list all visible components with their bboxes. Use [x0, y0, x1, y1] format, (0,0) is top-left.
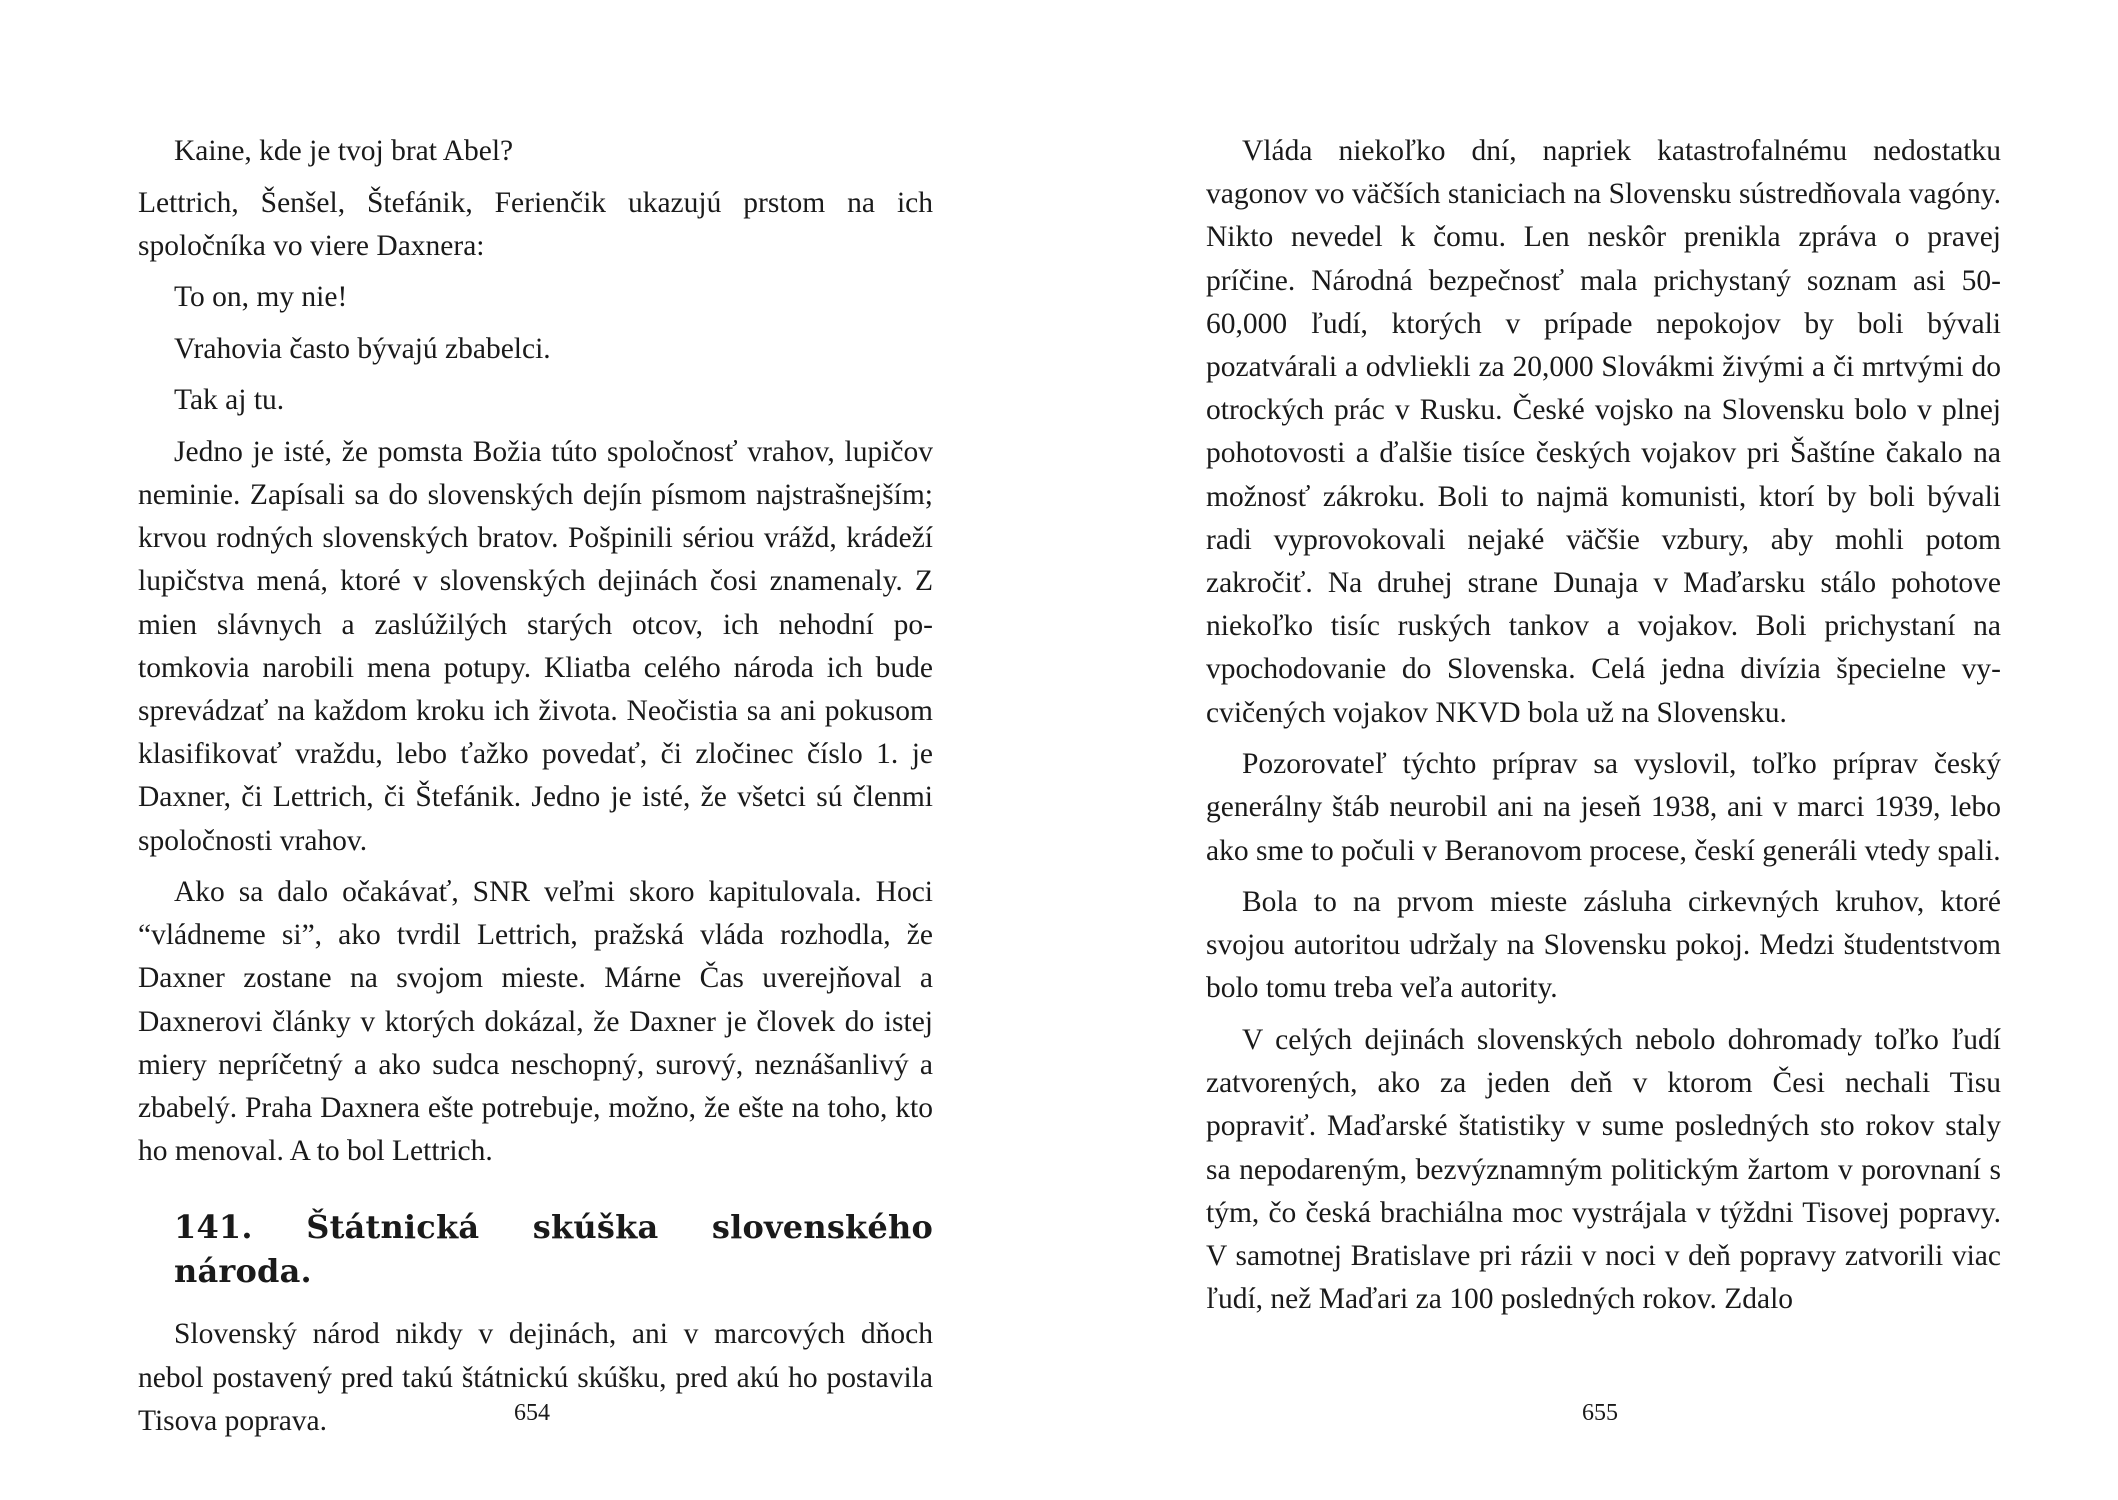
- page-number-right: 655: [1582, 1400, 1618, 1426]
- paragraph: To on, my nie!: [174, 281, 348, 314]
- paragraph: Bola to na prvom mieste zásluha cirkevných kruhov, ktoré svojou autoritou udržaly na Slovensku pokoj. Medzi študentstvom bolo tomu treba veľa autority.: [1206, 886, 2001, 1005]
- paragraph: V celých dejinách slovenských nebolo dohromady toľko ľudí zatvorených, ako za jeden deň v ktorom Česi nechali Tisu popraviť. Maďarské štatistiky v sume posledných sto rokov staly sa nepodareným, bezvýznamným politickým žartom v porovnaní s tým, čo česká brachiálna moc vystrájala v týždni Tisovej popravy. V samotnej Bratislave pri rázii v noci v deň popravy zatvorili viac ľudí, než Maďari za 100 posledných rokov. Zdalo: [1206, 1023, 2001, 1316]
- right-page: [1206, 130, 2001, 1460]
- paragraph: Pozorovateľ týchto príprav sa vyslovil, toľko príprav český generálny štáb neurobil ani na jeseň 1938, ani v marci 1939, lebo ako sme to počuli v Beranovom procese, českí generáli vtedy spali.: [1206, 748, 2001, 867]
- left-page-body: [138, 130, 933, 1443]
- paragraph: Vrahovia často bývajú zbabelci.: [174, 332, 551, 365]
- paragraph: Ako sa dalo očakávať, SNR veľmi skoro kapitulovala. Hoci “vládneme si”, ako tvrdil Lettrich, pražská vláda rozhodla, že Daxner zostane na svojom mieste. Márne Čas uverejňoval a Daxnerovi články v ktorých dokázal, že Daxner je človek do istej miery nepríčetný a ako sudca neschopný, surový, neznášanlivý a zbabelý. Praha Daxnera ešte potrebuje, možno, že ešte na toho, kto ho menoval. A to bol Lettrich.: [138, 876, 933, 1168]
- section-heading: 141. Štátnická skúška slovenského národa.: [174, 1208, 933, 1291]
- paragraph: Slovenský národ nikdy v dejinách, ani v marcových dňoch nebol postavený pred takú štátnickú skúšku, pred akú ho postavila Tisova poprava.: [138, 1318, 933, 1437]
- paragraph: Vláda niekoľko dní, napriek katastrofalnému nedostatku vagonov vo väčších staniciach na Slovensku sústredňovala vagóny. Nikto nevedel k čomu. Len neskôr prenikla zpráva o pravej príčine. Národná bezpečnosť mala prichystaný soznam asi 50-60,000 ľudí, ktorých v prípade nepokojov by boli bývali pozatvárali a odvliekli za 20,000 Slovákmi živými a či mrtvými do otrockých prác v Rusku. České vojsko na Slovensku bolo v plnej pohotovosti a ďalšie tisíce českých vojakov pri Šaštíne čakalo na možnosť zákroku. Boli to najmä komunisti, ktorí by boli bývali radi vyprovokovali nejaké väčšie vzbury, aby mohli potom zakročiť. Na druhej strane Dunaja v Maďarsku stálo pohotove niekoľko tisíc ruských tankov a vojakov. Boli prichystaní na vpochodovanie do Slovenska. Celá jedna divízia špecielne vycvičených vojakov NKVD bola už na Slovensku.: [1206, 135, 2001, 729]
- paragraph: Lettrich, Šenšel, Štefánik, Ferienčik ukazujú prstom na ich spoločníka vo viere Daxnera:: [138, 186, 933, 262]
- paragraph: Kaine, kde je tvoj brat Abel?: [174, 135, 514, 167]
- left-page: [138, 130, 933, 1460]
- paragraph: Tak aj tu.: [174, 384, 285, 417]
- paragraph: Jedno je isté, že pomsta Božia túto spoločnosť vrahov, lupičov neminie. Zapísali sa do slovenských dejín písmom najstrašnejším; krvou rodných slovenských bratov. Pošpinili sériou vrážd, krádeží lupičstva mená, ktoré v slovenských dejinách čosi znamenaly. Z mien slávnych a zaslúžilých starých otcov, ich nehodní potomkovia narobili mena potupy. Kliatba celého národa ich bude sprevádzať na každom kroku ich života. Neočistia sa ani pokusom klasifikovať vraždu, lebo ťažko povedať, či zločinec číslo 1. je Daxner, či Lettrich, či Štefánik. Jedno je isté, že všetci sú členmi spoločnosti vrahov.: [138, 435, 933, 857]
- page-number-left: 654: [514, 1400, 550, 1426]
- right-page-body: [1206, 130, 2001, 1321]
